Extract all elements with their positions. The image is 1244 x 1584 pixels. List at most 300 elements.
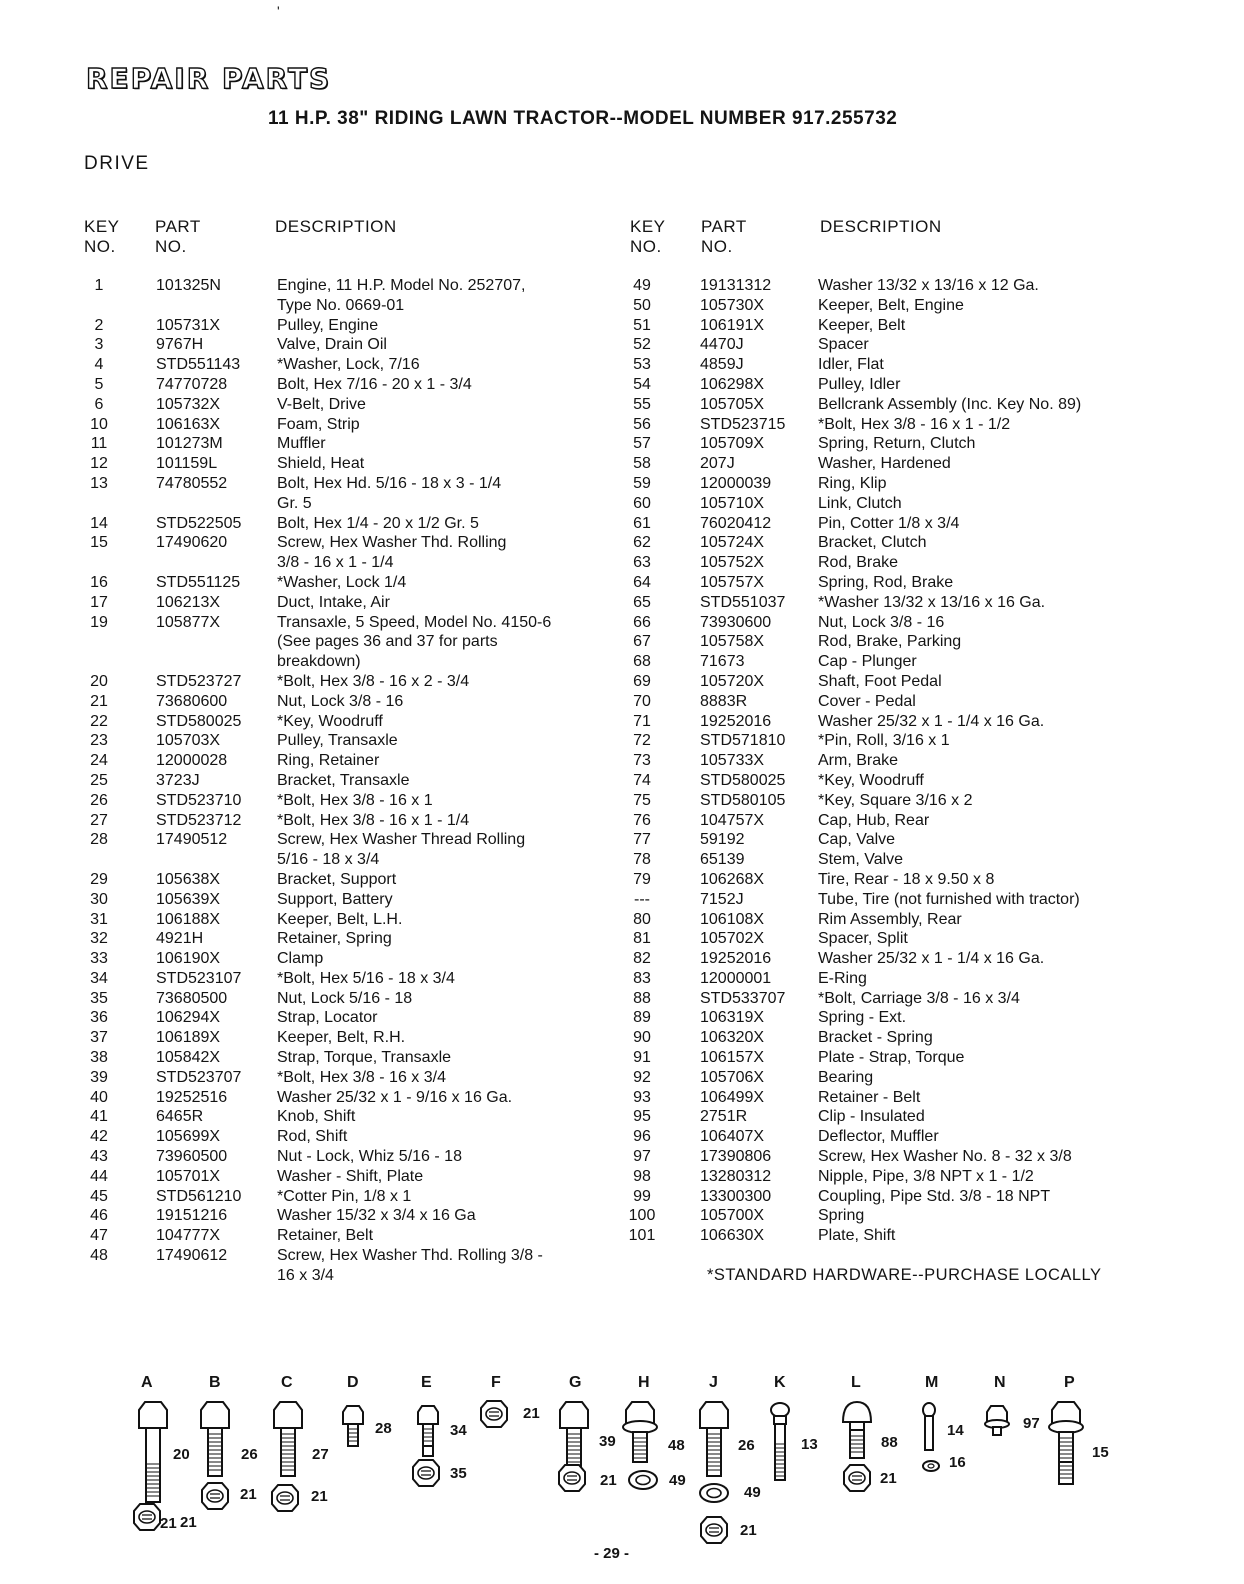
part-number: 106188X [156, 910, 221, 928]
part-row [84, 969, 607, 989]
part-description: Bellcrank Assembly (Inc. Key No. 89) [818, 395, 1082, 413]
part-description: Foam, Strip [277, 415, 360, 433]
part-description: Spring, Return, Clutch [818, 435, 976, 453]
part-description: Tube, Tire (not furnished with tractor) [818, 890, 1080, 908]
part-row [626, 553, 1148, 573]
part-row [84, 415, 607, 435]
part-number [156, 494, 277, 514]
part-key: 57 [633, 435, 651, 453]
part-key: 96 [633, 1128, 651, 1146]
hardware-key-label: 27 [312, 1446, 329, 1463]
part-row [626, 830, 1148, 850]
part-row [84, 1147, 607, 1167]
part-key: 10 [90, 415, 108, 433]
part-description: Rod, Brake, Parking [818, 633, 962, 651]
part-key: 50 [633, 296, 651, 314]
part-row [626, 771, 1148, 791]
part-key: 79 [633, 870, 651, 888]
part-description: Keeper, Belt, Engine [818, 296, 964, 314]
part-description: *Washer 13/32 x 13/16 x 16 Ga. [818, 593, 1046, 611]
part-description: *Washer, Lock 1/4 [277, 573, 407, 591]
hardware-letter: E [421, 1374, 432, 1391]
part-row [84, 1167, 607, 1187]
part-key: 56 [633, 415, 651, 433]
part-number: 4921H [156, 930, 204, 948]
part-row [626, 1167, 1148, 1187]
part-key: 14 [90, 514, 108, 532]
part-number: 8883R [700, 692, 748, 710]
part-row [626, 870, 1148, 890]
part-description: Bracket, Support [277, 870, 397, 888]
part-number: STD551037 [700, 593, 786, 611]
part-row [84, 1187, 607, 1207]
hardware-key-label: 21 [880, 1470, 897, 1487]
part-number: 106294X [156, 1009, 221, 1027]
part-number: 19252516 [156, 1088, 228, 1106]
part-row [84, 830, 607, 850]
part-row [626, 989, 1148, 1009]
part-key: 78 [633, 851, 651, 869]
part-key: 90 [633, 1029, 651, 1047]
hardware-letter: M [925, 1374, 939, 1391]
hardware-letter: B [209, 1374, 221, 1391]
part-number [156, 632, 277, 652]
part-key: 71 [633, 712, 651, 730]
page-title: REPAIR PARTS [86, 62, 332, 95]
part-key [84, 1266, 114, 1286]
part-key: 45 [90, 1187, 108, 1205]
part-row [626, 296, 1148, 316]
part-number: 105752X [700, 554, 765, 572]
part-description: Bracket, Clutch [818, 534, 927, 552]
part-number: 59192 [700, 831, 745, 849]
part-row [626, 335, 1148, 355]
part-row [84, 533, 607, 553]
hardware-b-nut [202, 1483, 228, 1509]
part-description: Washer 25/32 x 1 - 1/4 x 16 Ga. [818, 712, 1045, 730]
part-description: *Bolt, Hex 3/8 - 16 x 2 - 3/4 [277, 672, 470, 690]
part-row [84, 910, 607, 930]
part-description: Pulley, Transaxle [277, 732, 398, 750]
part-number: 106190X [156, 950, 221, 968]
part-description: breakdown) [277, 653, 361, 671]
part-description: V-Belt, Drive [277, 395, 366, 413]
hardware-drawing [120, 1370, 1130, 1550]
part-key: 3 [94, 336, 104, 354]
part-description: Bolt, Hex 7/16 - 20 x 1 - 3/4 [277, 375, 472, 393]
part-row [84, 929, 607, 949]
part-key: 4 [94, 356, 104, 374]
part-number: STD580025 [156, 712, 242, 730]
hardware-key-label: 21 [180, 1514, 197, 1531]
part-number: 105699X [156, 1128, 221, 1146]
part-key: 25 [90, 771, 108, 789]
part-number: 105877X [156, 613, 221, 631]
part-description: Strap, Locator [277, 1009, 378, 1027]
part-row [626, 692, 1148, 712]
part-key: 35 [90, 989, 108, 1007]
part-description: Washer 25/32 x 1 - 9/16 x 16 Ga. [277, 1088, 513, 1106]
part-number: 106163X [156, 415, 221, 433]
part-description: Spring, Rod, Brake [818, 573, 954, 591]
part-key: 91 [633, 1049, 651, 1067]
hardware-h-washer [629, 1471, 657, 1489]
part-key: 1 [94, 277, 104, 294]
hardware-key-label: 28 [375, 1420, 392, 1437]
stray-mark: ' [277, 3, 280, 19]
part-key [84, 850, 114, 870]
part-description: *Pin, Roll, 3/16 x 1 [818, 732, 950, 750]
part-description: Plate, Shift [818, 1227, 896, 1245]
part-key: 6 [94, 395, 104, 413]
part-number: 105731X [156, 316, 221, 334]
part-row [84, 335, 607, 355]
part-row [626, 415, 1148, 435]
part-row [626, 454, 1148, 474]
part-row [84, 296, 607, 316]
part-key [84, 652, 114, 672]
part-key: 97 [633, 1148, 651, 1166]
part-description: Coupling, Pipe Std. 3/8 - 18 NPT [818, 1187, 1051, 1205]
part-row [84, 355, 607, 375]
part-number: 73930600 [700, 613, 772, 631]
part-number: STD523710 [156, 791, 242, 809]
part-description: Nut - Lock, Whiz 5/16 - 18 [277, 1148, 462, 1166]
part-row [626, 474, 1148, 494]
part-number: 73680500 [156, 989, 228, 1007]
part-key: 13 [90, 474, 108, 492]
part-key: 43 [90, 1148, 108, 1166]
part-key: 93 [633, 1088, 651, 1106]
part-key [84, 632, 114, 652]
part-number: 106189X [156, 1029, 221, 1047]
part-key: 95 [633, 1108, 651, 1126]
model-subtitle: 11 H.P. 38" RIDING LAWN TRACTOR--MODEL NUMBER 917.255732 [268, 108, 898, 129]
part-row [84, 474, 607, 494]
part-row [626, 613, 1148, 633]
part-row [626, 890, 1148, 910]
part-number: 9767H [156, 336, 204, 354]
part-key: 44 [90, 1167, 108, 1185]
part-row [626, 514, 1148, 534]
part-number: 19252016 [700, 712, 772, 730]
part-number: 19131312 [700, 277, 772, 294]
part-row [626, 316, 1148, 336]
part-key: 12 [90, 455, 108, 473]
part-key: 81 [633, 930, 651, 948]
part-number: 105638X [156, 870, 221, 888]
part-row [84, 1068, 607, 1088]
part-row [626, 652, 1148, 672]
hardware-j-bolt [700, 1402, 728, 1476]
part-description: Clip - Insulated [818, 1108, 925, 1126]
part-description: Screw, Hex Washer No. 8 - 32 x 3/8 [818, 1148, 1072, 1166]
part-description: Cap, Hub, Rear [818, 811, 930, 829]
part-description: Idler, Flat [818, 356, 884, 374]
part-description: *Key, Woodruff [818, 771, 924, 789]
hardware-key-label: 13 [801, 1436, 818, 1453]
hardware-key-label: 48 [668, 1437, 685, 1454]
part-number: 105700X [700, 1207, 765, 1225]
part-number: STD523712 [156, 811, 242, 829]
part-number: 207J [700, 455, 735, 473]
part-row [84, 870, 607, 890]
part-number [156, 296, 277, 316]
part-key: 51 [633, 316, 651, 334]
hardware-letter: K [774, 1374, 786, 1391]
part-number: 17490620 [156, 534, 228, 552]
part-number: 105703X [156, 732, 221, 750]
part-number: 106108X [700, 910, 765, 928]
part-description: Plate - Strap, Torque [818, 1049, 965, 1067]
part-row [84, 1048, 607, 1068]
part-number: 106157X [700, 1049, 765, 1067]
part-key: 15 [90, 534, 108, 552]
part-key [84, 553, 114, 573]
part-row [84, 791, 607, 811]
part-key: 16 [90, 573, 108, 591]
part-key: 82 [633, 950, 651, 968]
hardware-key-label: 34 [450, 1422, 467, 1439]
part-description: Nipple, Pipe, 3/8 NPT x 1 - 1/2 [818, 1167, 1034, 1185]
hardware-b-bolt [201, 1402, 229, 1476]
hardware-letter: C [281, 1374, 293, 1391]
part-number: 3723J [156, 771, 200, 789]
part-key: 65 [633, 593, 651, 611]
part-key: 89 [633, 1009, 651, 1027]
part-number: 105701X [156, 1167, 221, 1185]
part-key: 63 [633, 554, 651, 572]
part-row [84, 1088, 607, 1108]
part-row [626, 1127, 1148, 1147]
part-number: 12000039 [700, 474, 772, 492]
part-number: 101325N [156, 277, 221, 294]
part-description: Screw, Hex Washer Thd. Rolling [277, 534, 507, 552]
part-key: 49 [633, 277, 651, 294]
part-key: 66 [633, 613, 651, 631]
hardware-letter: H [638, 1374, 650, 1391]
hardware-letter: L [851, 1374, 861, 1391]
hardware-key-label: 39 [599, 1433, 616, 1450]
part-row [84, 949, 607, 969]
part-row [84, 850, 607, 870]
hardware-h-bolt [623, 1402, 657, 1462]
part-number [156, 850, 277, 870]
part-description: Shield, Heat [277, 455, 365, 473]
part-row [84, 375, 607, 395]
part-key: 11 [90, 435, 108, 453]
part-number: 76020412 [700, 514, 772, 532]
part-number: 105702X [700, 930, 765, 948]
part-number: STD523715 [700, 415, 786, 433]
part-number: 106320X [700, 1029, 765, 1047]
part-key: 74 [633, 771, 651, 789]
part-key: 58 [633, 455, 651, 473]
hardware-f-nut [481, 1401, 507, 1427]
part-key: 92 [633, 1068, 651, 1086]
part-row [626, 1187, 1148, 1207]
part-description: Washer 25/32 x 1 - 1/4 x 16 Ga. [818, 950, 1045, 968]
part-description: Bolt, Hex 1/4 - 20 x 1/2 Gr. 5 [277, 514, 479, 532]
part-number: STD522505 [156, 514, 242, 532]
hardware-key-label: 26 [738, 1437, 755, 1454]
part-description: *Bolt, Hex 5/16 - 18 x 3/4 [277, 969, 455, 987]
hardware-e-nut [413, 1460, 439, 1486]
part-number: 105842X [156, 1049, 221, 1067]
part-row [626, 850, 1148, 870]
part-number: 106213X [156, 593, 221, 611]
part-key: 47 [90, 1227, 108, 1245]
part-number: STD580105 [700, 791, 786, 809]
part-key: 80 [633, 910, 651, 928]
part-key: 59 [633, 474, 651, 492]
hardware-key-label: 21 [311, 1488, 328, 1505]
part-number [156, 1266, 277, 1286]
part-row [84, 553, 607, 573]
col-header-desc-right: DESCRIPTION [820, 217, 942, 236]
part-description: Washer 13/32 x 13/16 x 12 Ga. [818, 277, 1039, 294]
part-number: 101159L [156, 455, 218, 473]
part-key: 31 [90, 910, 108, 928]
part-number: 106191X [700, 316, 765, 334]
hardware-key-label: 14 [947, 1422, 964, 1439]
part-description: Nut, Lock 3/8 - 16 [277, 692, 404, 710]
part-description: 5/16 - 18 x 3/4 [277, 851, 380, 869]
part-key: 67 [633, 633, 651, 651]
part-number: STD523707 [156, 1068, 242, 1086]
part-key: 101 [628, 1227, 656, 1245]
part-number: 105757X [700, 573, 765, 591]
part-row [84, 989, 607, 1009]
part-description: Washer - Shift, Plate [277, 1167, 424, 1185]
part-number: 105706X [700, 1068, 765, 1086]
part-row [626, 1088, 1148, 1108]
part-description: Rim Assembly, Rear [818, 910, 962, 928]
part-description: Bracket - Spring [818, 1029, 933, 1047]
hardware-key-label: 35 [450, 1465, 467, 1482]
part-number: 105709X [700, 435, 765, 453]
part-number: 106499X [700, 1088, 765, 1106]
part-description: Retainer, Belt [277, 1227, 374, 1245]
part-row [84, 395, 607, 415]
hardware-a-bolt [139, 1402, 167, 1502]
part-description: Shaft, Foot Pedal [818, 672, 942, 690]
part-number: STD571810 [700, 732, 786, 750]
part-description: *Washer, Lock, 7/16 [277, 356, 420, 374]
part-description: Ring, Retainer [277, 752, 380, 770]
part-description: Strap, Torque, Transaxle [277, 1049, 452, 1067]
part-row [84, 890, 607, 910]
part-key: 88 [633, 989, 651, 1007]
hardware-j-washer [700, 1484, 728, 1502]
part-row [84, 454, 607, 474]
part-description: Transaxle, 5 Speed, Model No. 4150-6 [277, 613, 552, 631]
part-key: 2 [94, 316, 104, 334]
part-description: Screw, Hex Washer Thd. Rolling 3/8 - [277, 1247, 543, 1265]
part-description: E-Ring [818, 969, 867, 987]
part-description: 16 x 3/4 [277, 1266, 334, 1284]
part-description: Knob, Shift [277, 1108, 356, 1126]
part-key: 23 [90, 732, 108, 750]
part-key: 34 [90, 969, 108, 987]
hardware-j-nut [701, 1517, 727, 1543]
part-number: STD533707 [700, 989, 786, 1007]
part-key [84, 494, 114, 514]
standard-hardware-note: *STANDARD HARDWARE--PURCHASE LOCALLY [707, 1266, 1102, 1284]
parts-list-right [626, 276, 1148, 1246]
part-key: 29 [90, 870, 108, 888]
part-key: 83 [633, 969, 651, 987]
part-description: Clamp [277, 950, 324, 968]
part-number: 2751R [700, 1108, 748, 1126]
part-description: Spring [818, 1207, 865, 1225]
part-row [84, 1226, 607, 1246]
part-key: 54 [633, 375, 651, 393]
part-row [626, 355, 1148, 375]
part-number: 106407X [700, 1128, 765, 1146]
hardware-letter: G [569, 1374, 582, 1391]
part-description: Arm, Brake [818, 752, 899, 770]
col-header-part-right: PART NO. [701, 217, 747, 256]
hardware-key-label: 21 [160, 1515, 177, 1532]
hardware-key-label: 88 [881, 1434, 898, 1451]
part-description: Support, Battery [277, 890, 393, 908]
part-number [156, 553, 277, 573]
hardware-g-nut [559, 1465, 585, 1491]
part-description: Duct, Intake, Air [277, 593, 390, 611]
part-key: 72 [633, 732, 651, 750]
part-description: Rod, Brake [818, 554, 899, 572]
part-description: Retainer, Spring [277, 930, 392, 948]
part-number: 105724X [700, 534, 765, 552]
part-key: 61 [633, 514, 651, 532]
part-key: 100 [628, 1207, 656, 1225]
part-description: *Key, Woodruff [277, 712, 383, 730]
part-key: 21 [90, 692, 108, 710]
part-number: 7152J [700, 890, 744, 908]
parts-list-left [84, 276, 607, 1286]
part-number: 73960500 [156, 1148, 228, 1166]
part-row [84, 692, 607, 712]
part-row [626, 1068, 1148, 1088]
part-description: Pulley, Idler [818, 375, 901, 393]
part-key: 42 [90, 1128, 108, 1146]
part-key: 17 [90, 593, 108, 611]
part-key: 53 [633, 356, 651, 374]
hardware-k-carriage-bolt [771, 1403, 789, 1480]
part-row [626, 791, 1148, 811]
part-description: Nut, Lock 3/8 - 16 [818, 613, 945, 631]
part-row [84, 811, 607, 831]
part-key: 32 [90, 930, 108, 948]
part-key: 68 [633, 653, 651, 671]
part-row [84, 731, 607, 751]
part-description: Bearing [818, 1068, 874, 1086]
part-description: Valve, Drain Oil [277, 336, 387, 354]
part-number: 74780552 [156, 474, 228, 492]
part-key: 30 [90, 890, 108, 908]
part-row [626, 395, 1148, 415]
hardware-p-screw [1049, 1402, 1083, 1484]
part-key: 48 [90, 1247, 108, 1265]
part-key: 38 [90, 1049, 108, 1067]
part-row [84, 514, 607, 534]
part-number: STD580025 [700, 771, 786, 789]
part-row [626, 573, 1148, 593]
part-row [84, 1107, 607, 1127]
part-key: 55 [633, 395, 651, 413]
part-row [84, 672, 607, 692]
